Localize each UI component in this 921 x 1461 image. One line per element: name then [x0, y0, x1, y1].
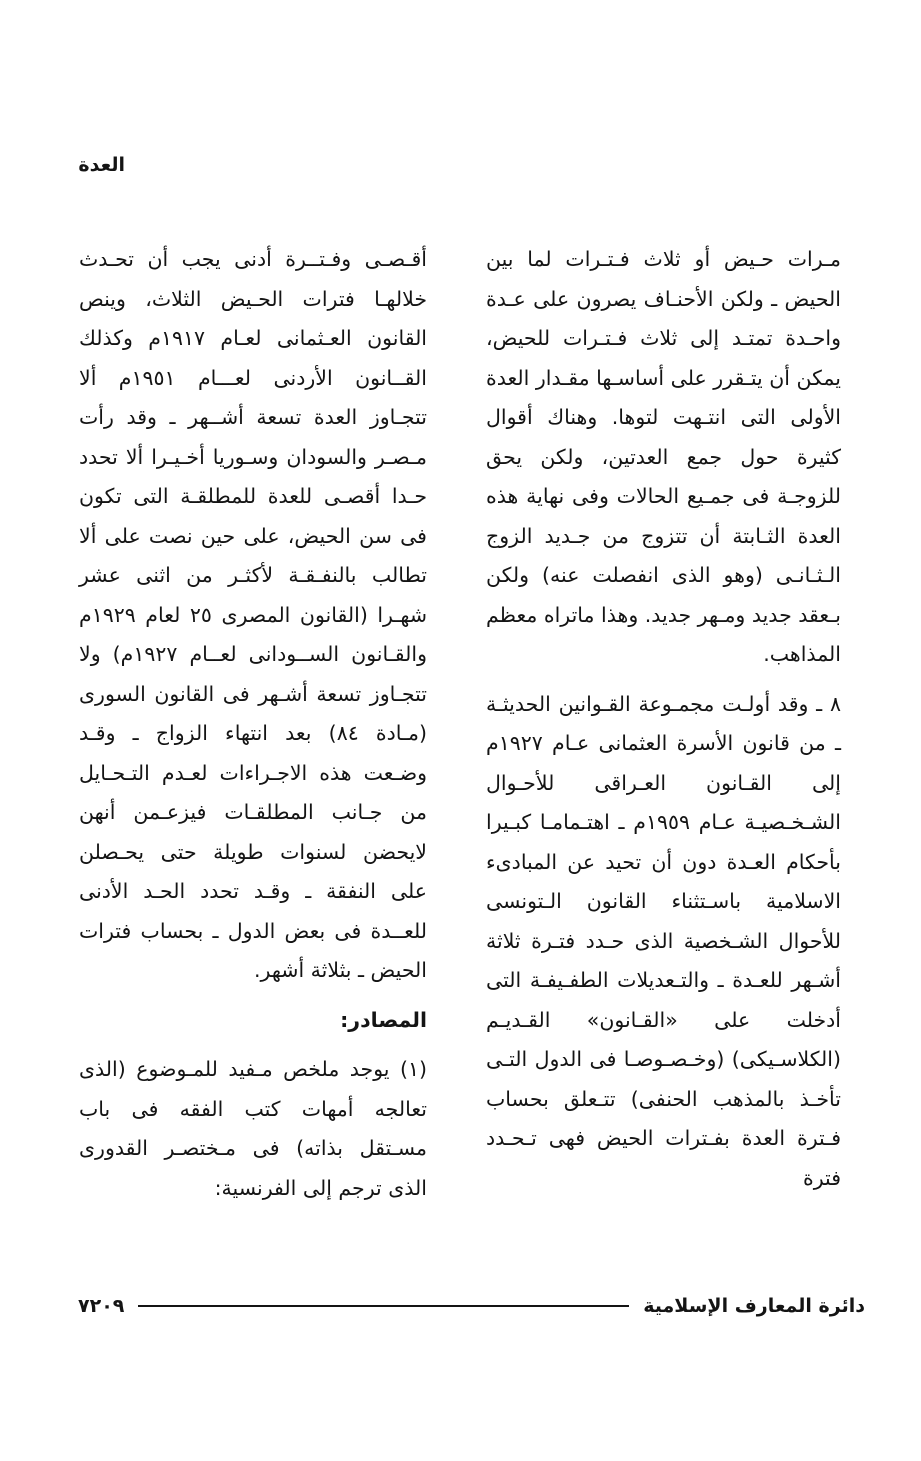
- page-footer: [78, 1295, 865, 1317]
- left-column: [79, 240, 427, 1208]
- right-column-paragraph-2: ٨ ـ وقد أولـت مجمـوعة القـوانين الحديثـة ـ من قانون الأسرة العثمانى عـام ١٩٢٧م إلى القـانون العـراقى للأحـوال الشـخـصيـة عـام ١٩٥٩م ـ اهتـمامـا كبـيرا بأحكام العـدة دون أن تحيد عن المبادىء الاسلامية باسـتثناء القانون الـتونسى للأحوال الشـخصية الذى حـدد فتـرة ثلاثة أشـهر للعـدة ـ والتـعديلات الطفـيفـة التى أدخلت على «القـانون» القـديـم (الكلاسـيكى) (وخـصـوصـا فى الدول التـى تأخـذ بالمذهب الحنفى) تتـعلق بحساب فـترة العدة بفـترات الحيض فهى تـحـدد فترة: [486, 691, 841, 1190]
- footer-publication-title: دائرة المعارف الإسلامية: [643, 1295, 865, 1317]
- footer-divider: [138, 1305, 629, 1307]
- right-column: [486, 240, 841, 1198]
- right-column-paragraph-1: مـرات حـيض أو ثلاث فـتـرات لما بين الحيض ـ ولكن الأحنـاف يصرون على عـدة واحـدة تمتـد إلى ثلاث فـتـرات للحيض، يمكن أن يتـقرر على أساسـها مقـدار العدة الأولى التى انتـهت لتوها. وهناك أقوال كثيرة حول جمع العدتين، ولكن يحق للزوجـة فى جمـيع الحالات وفى نهاية هذه العدة الثـابتة أن تتزوج من جـديد الزوج الـثـانـى (وهو الذى انفصلت عنه) ولكن بـعقد جديد ومـهر جديد. وهذا ماتراه معظم المذاهب.: [486, 247, 841, 666]
- page-number: ٧٢٠٩: [78, 1295, 125, 1317]
- source-item-1: (١) يوجد ملخص مـفيد للمـوضوع (الذى تعالجه أمهات كتب الفقه فى باب مسـتقل بذاته) فى مـختصـر القدورى الذى ترجم إلى الفرنسية:: [79, 1057, 427, 1200]
- page-header-title: العدة: [78, 154, 125, 176]
- sources-heading: المصادر:: [340, 1007, 427, 1032]
- left-column-paragraph: أقـصـى وفـتــرة أدنى يجب أن تحـدث خلالهـا فترات الحـيض الثلاث، وينص القانون العـثمانى لعـام ١٩١٧م وكذلك القــانون الأردنى لعـــام ١٩٥١م ألا تتجـاوز العدة تسعة أشــهر ـ وقد رأت مـصـر والسودان وسـوريا أخـيـرا ألا تحدد حـدا أقصـى للعدة للمطلقـة التى تكون فى سن الحيض، على حين نصت على ألا تطالب بالنفـقـة لأكثـر من اثنى عشر شهـرا (القانون المصرى ٢٥ لعام ١٩٢٩م والقـانون الســودانى لعــام ١٩٢٧م) ولا تتجـاوز تسعة أشـهر فى القانون السورى (مـادة ٨٤) بعد انتهاء الزواج ـ وقـد وضـعت هذه الاجـراءات لعـدم التـحـايل من جـانب المطلقـات فيزعـمن أنهن لايحضن لسنوات طويلة حتى يحـصلن على النفقة ـ وقـد تحدد الحـد الأدنى للعــدة فى بعض الدول ـ بحساب فترات الحيض ـ بثلاثة أشهر.: [79, 247, 428, 982]
